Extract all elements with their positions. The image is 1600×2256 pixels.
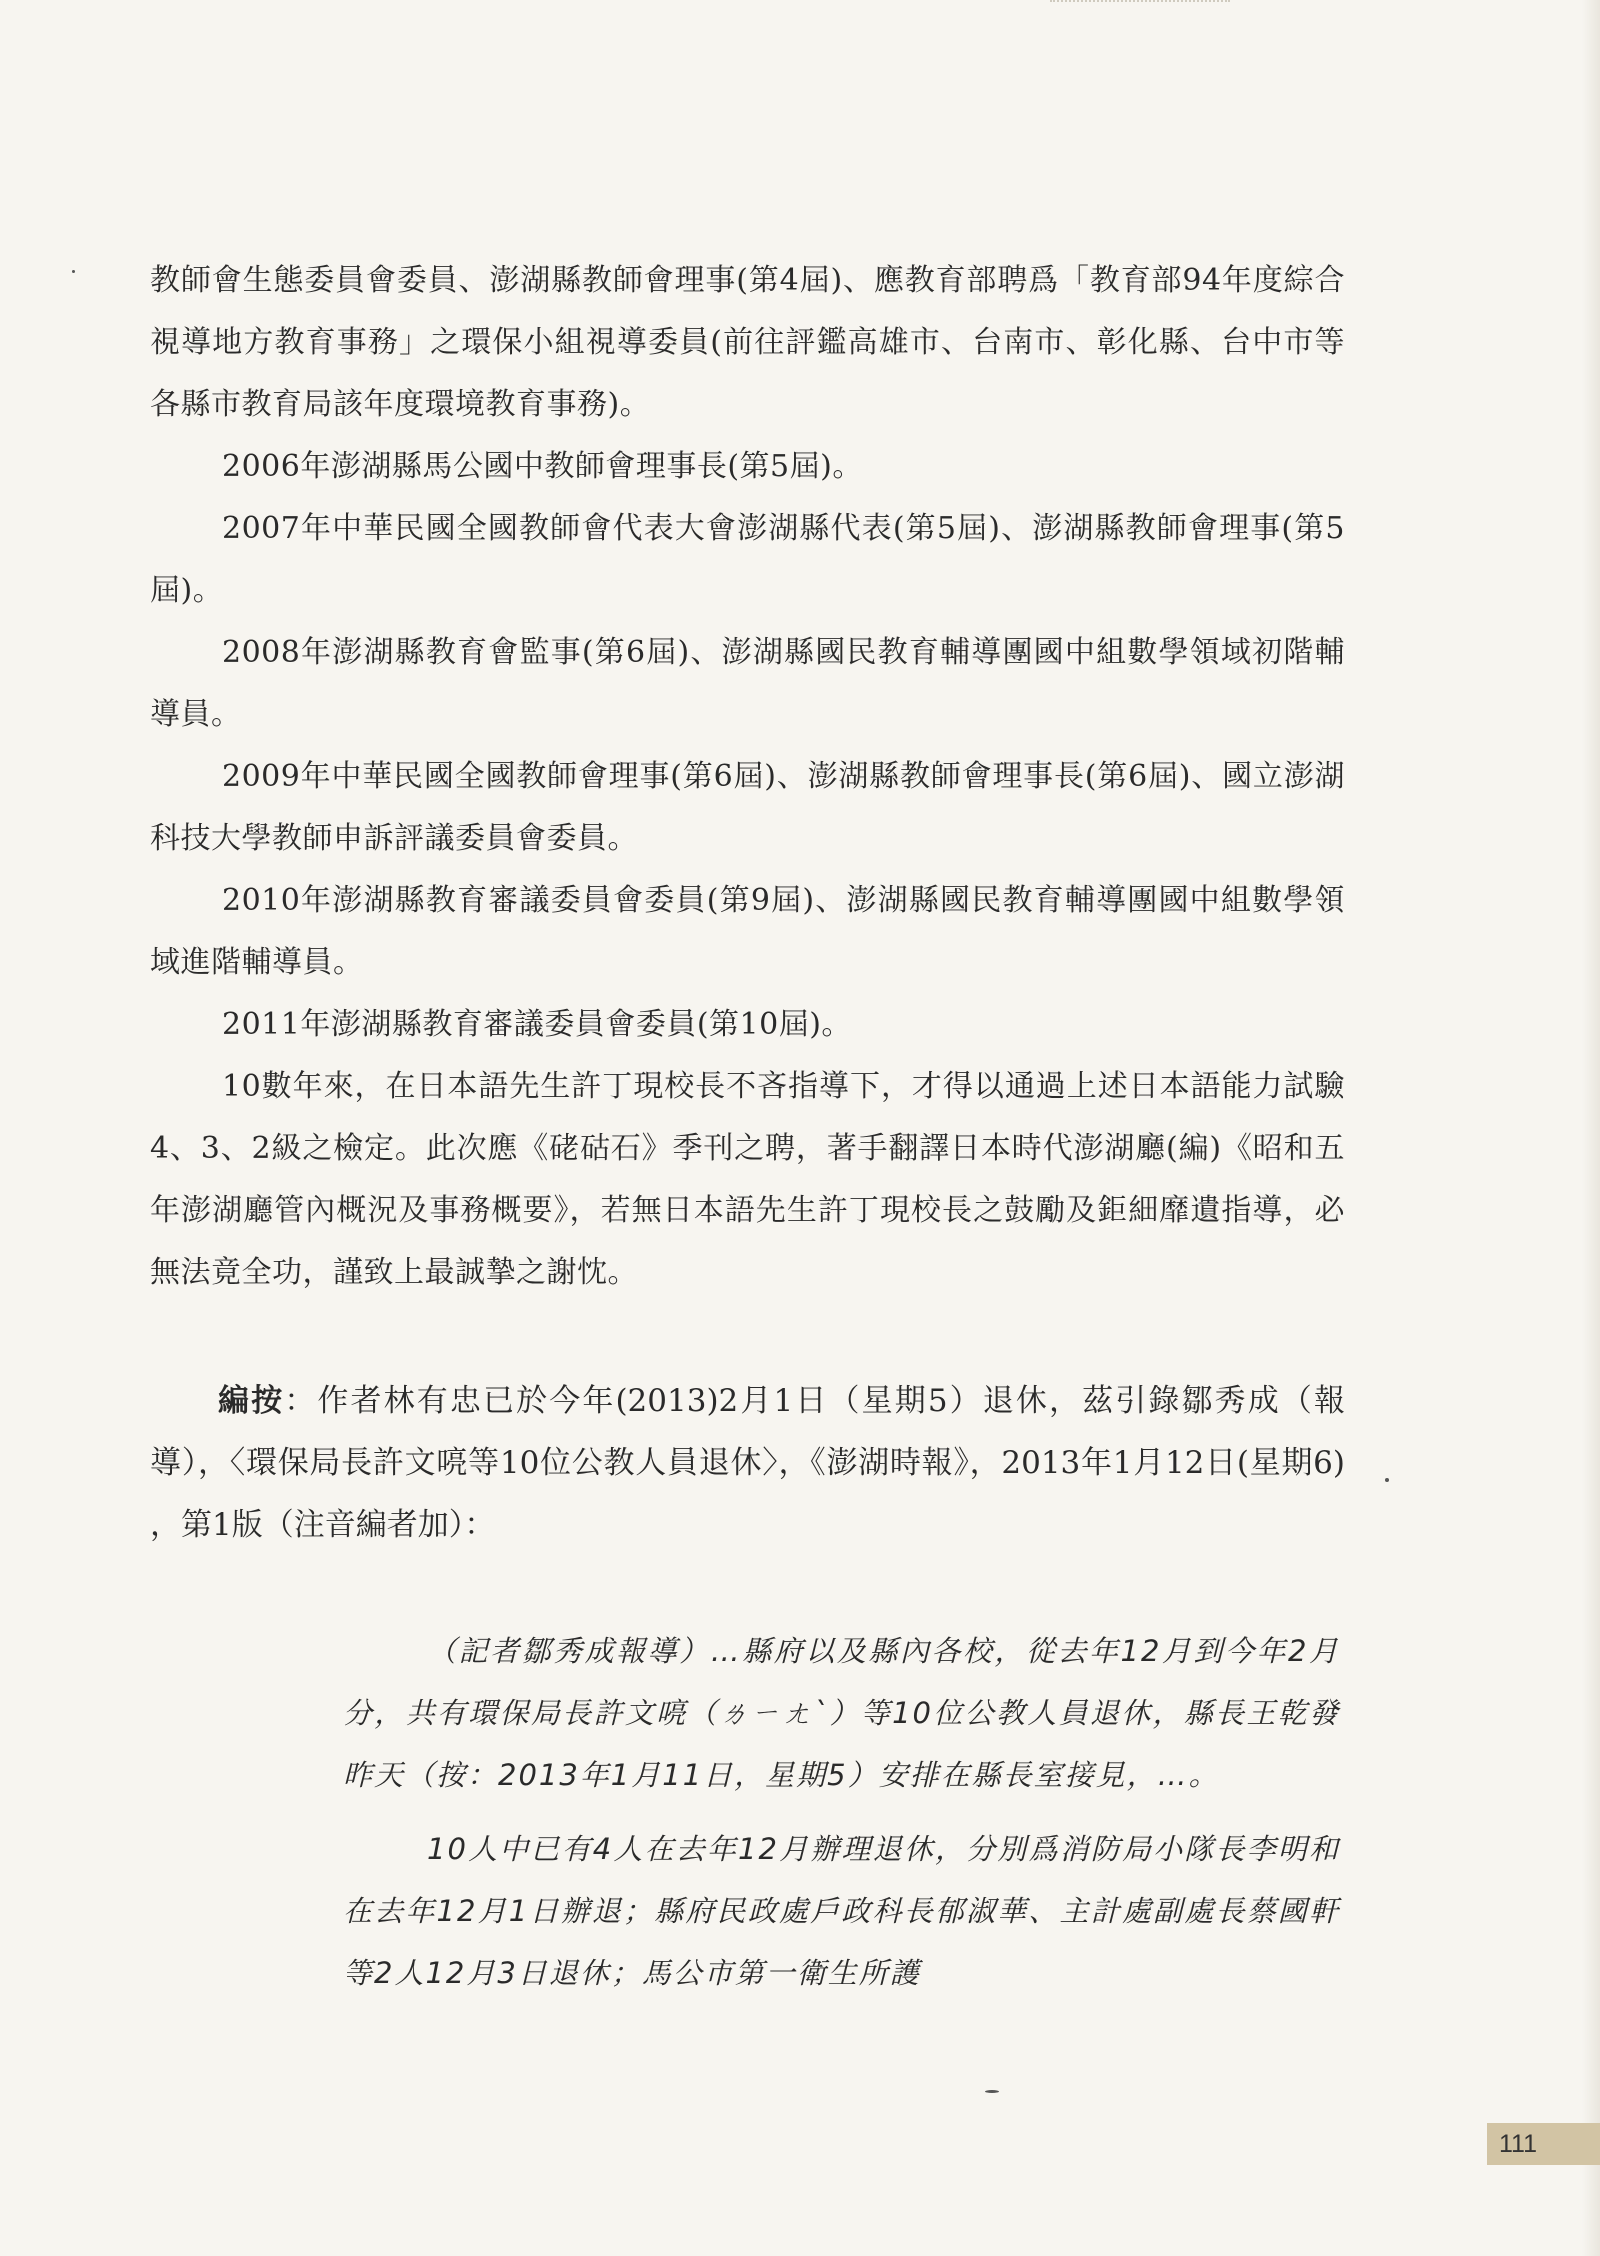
paragraph-2011: 2011年澎湖縣教育審議委員會委員(第10屆)。: [222, 1007, 852, 1042]
paragraph-2008: 2008年澎湖縣教育會監事(第6屆)、澎湖縣國民教育輔導團國中組數學領域初階輔導員。: [150, 635, 1345, 732]
paragraph-2010: 2010年澎湖縣教育審議委員會委員(第9屆)、澎湖縣國民教育輔導團國中組數學領域進階輔導員。: [150, 883, 1345, 980]
editor-note-paragraph: [150, 1370, 1345, 1556]
paragraph-continuation: 教師會生態委員會委員、澎湖縣教師會理事(第4屆)、應教育部聘爲「教育部94年度綜合視導地方教育事務」之環保小組視導委員(前往評鑑高雄市、台南市、彰化縣、台中市等各縣市教育局該年度環境教育事務)。: [150, 263, 1345, 422]
paragraph-2009: 2009年中華民國全國教師會理事(第6屆)、澎湖縣教師會理事長(第6屆)、國立澎湖科技大學教師申訴評議委員會委員。: [150, 759, 1345, 856]
editor-note: [150, 1370, 1345, 1556]
quote-paragraph-1: （記者鄒秀成報導）…縣府以及縣內各校，從去年12月到今年2月分，共有環保局長許文喨（ㄌㄧㄤˋ）等10位公教人員退休，縣長王乾發昨天（按：2013年1月11日，星期5）安排在縣長室接見，…。: [343, 1634, 1340, 1792]
scan-speck: [72, 270, 75, 273]
editor-note-text: ：作者林有忠已於今年(2013)2月1日（星期5）退休，茲引錄鄒秀成（報導），〈環保局長許文喨等10位公教人員退休〉，《澎湖時報》，2013年1月12日(星期6) ，第1版（注音編者加）：: [150, 1383, 1346, 1543]
paragraph-2006: 2006年澎湖縣馬公國中教師會理事長(第5屆)。: [222, 449, 863, 484]
page-edge-shadow: [1582, 0, 1600, 2256]
quoted-news-article: [343, 1620, 1340, 2016]
main-body: [150, 250, 1345, 1304]
editor-note-label: 編按: [218, 1383, 285, 1419]
quote-paragraph-2: 10人中已有4人在去年12月辦理退休，分別爲消防局小隊長李明和在去年12月1日辦退；縣府民政處戶政科長郁淑華、主計處副處長蔡國軒等2人12月3日退休；馬公市第一衛生所護: [343, 1832, 1340, 1990]
page-number: 111: [1487, 2123, 1600, 2165]
scan-speck: [985, 2090, 999, 2093]
paragraph-acknowledgement: 10數年來，在日本語先生許丁現校長不吝指導下，才得以通過上述日本語能力試驗4、3、2級之檢定。此次應《硓𥑮石》季刊之聘，著手翻譯日本時代澎湖廳(編)《昭和五年澎湖廳管內概況及事務概要》，若無日本語先生許丁現校長之鼓勵及鉅細靡遺指導，必無法竟全功，謹致上最誠摯之謝忱。: [150, 1069, 1345, 1290]
paragraph-2007: 2007年中華民國全國教師會代表大會澎湖縣代表(第5屆)、澎湖縣教師會理事(第5屆)。: [150, 511, 1345, 608]
scan-speck: [1385, 1478, 1389, 1482]
page-top-mark: [1050, 0, 1230, 10]
